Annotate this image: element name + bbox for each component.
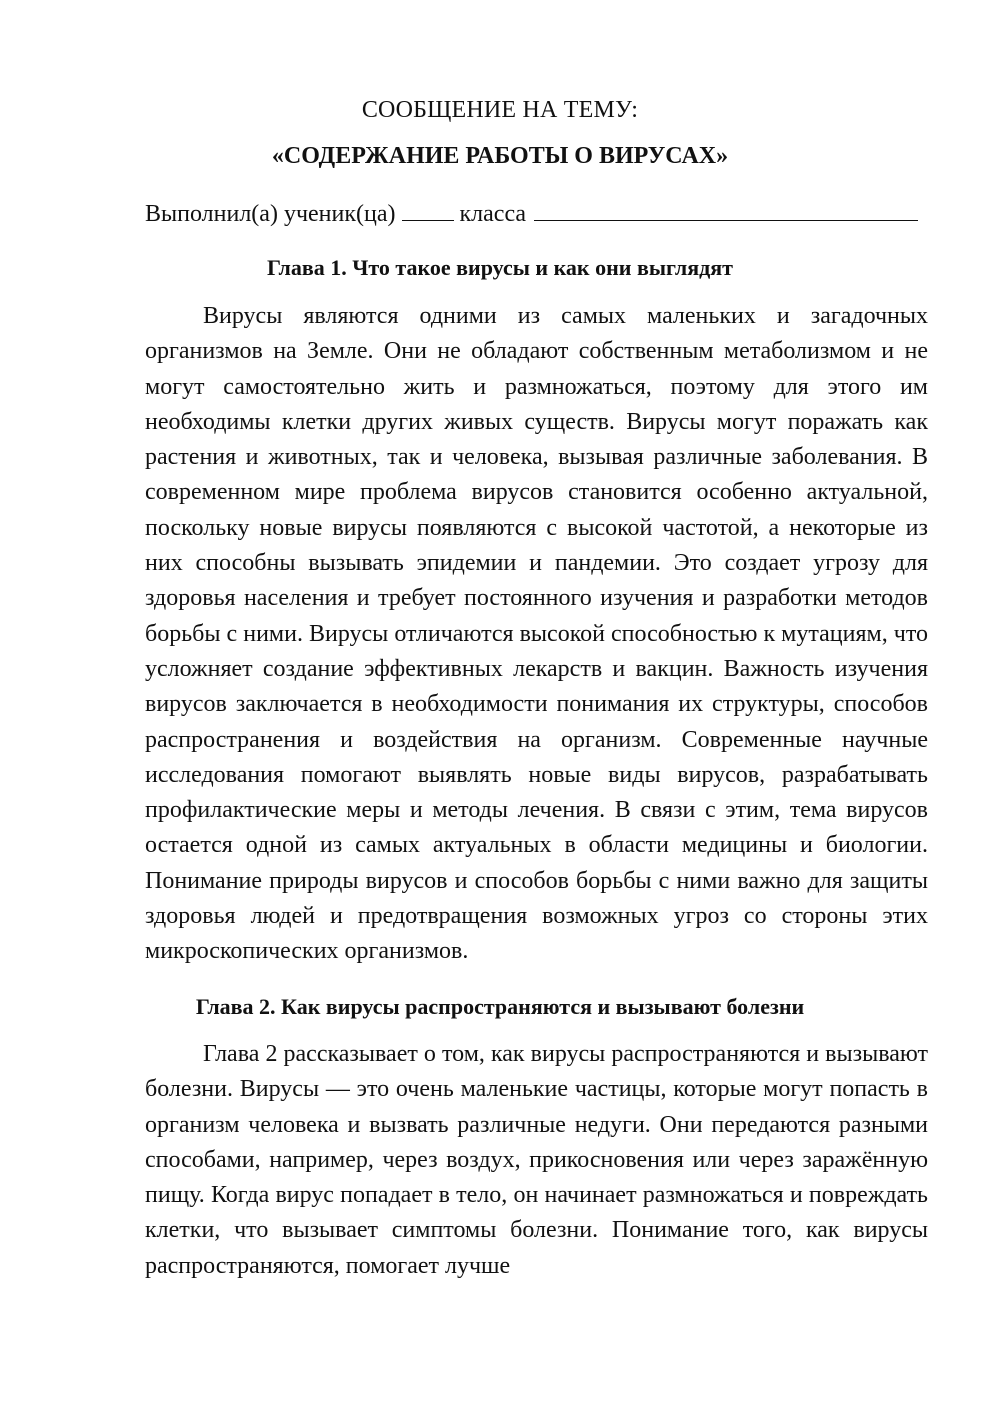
- chapter-2-heading: Глава 2. Как вирусы распространяются и вызывают болезни: [195, 994, 805, 1019]
- chapter-1-paragraph: Вирусы являются одними из самых маленьких и загадочных организмов на Земле. Они не обладают собственным метаболизмом и не могут самостоятельно жить и размножаться, поэтому для этого им необходимы клетки других живых существ. Вирусы могут поражать как растения и животных, так и человека, вызывая различные заболевания. В современном мире проблема вирусов становится особенно актуальной, поскольку новые вирусы появляются с высокой частотой, а некоторые из них способны вызывать эпидемии и пандемии. Это создает угрозу для здоровья населения и требует постоянного изучения и разработки методов борьбы с ними. Вирусы отличаются высокой способностью к мутациям, что усложняет создание эффективных лекарств и вакцин. Важность изучения вирусов заключается в необходимости понимания их структуры, способов распространения и воздействия на организм. Современные научные исследования помогают выявлять новые виды вирусов, разрабатывать профилактические меры и методы лечения. В связи с этим, тема вирусов остается одной из самых актуальных в области медицины и биологии. Понимание природы вирусов и способов борьбы с ними важно для защиты здоровья людей и предотвращения возможных угроз со стороны этих микроскопических организмов.: [145, 303, 928, 965]
- chapter-2-paragraph: Глава 2 рассказывает о том, как вирусы распространяются и вызывают болезни. Вирусы — это очень маленькие частицы, которые могут попасть в организм человека и вызвать различные недуги. Они передаются разными способами, например, через воздух, прикосновения или через заражённую пищу. Когда вирус попадает в тело, он начинает размножаться и повреждать клетки, что вызывает симптомы болезни. Понимание того, как вирусы распространяются, помогает лучше: [145, 1041, 928, 1279]
- document-title-line2: «СОДЕРЖАНИЕ РАБОТЫ О ВИРУСАХ»: [271, 143, 729, 169]
- class-number-blank: [402, 198, 454, 221]
- author-line-prefix: Выполнил(а) ученик(ца): [145, 201, 396, 227]
- student-name-blank: [534, 198, 918, 221]
- author-line-class-word: класса: [459, 201, 527, 227]
- author-line: [145, 198, 935, 229]
- document-title-line1: СООБЩЕНИЕ НА ТЕМУ:: [361, 97, 639, 123]
- chapter-1-heading: Глава 1. Что такое вирусы и как они выглядят: [267, 255, 733, 280]
